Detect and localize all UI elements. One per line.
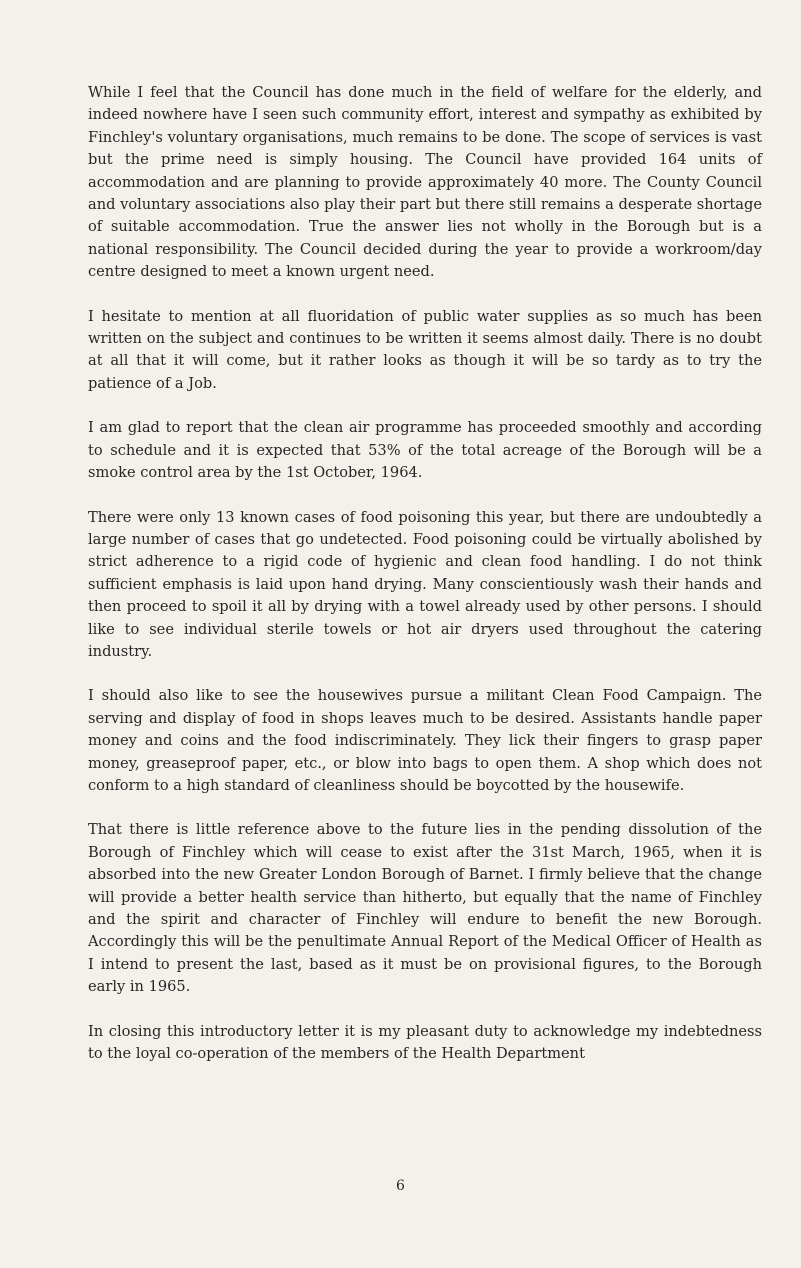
paragraph-clean-air: I am glad to report that the clean air programme has proceeded smoothly and according to schedule and it is expected that 53% of the total acreage of the Borough will be a smoke control area by the 1st October, 1964.	[88, 419, 762, 482]
paragraph-welfare-housing: While I feel that the Council has done much in the field of welfare for the elderly, and indeed nowhere have I seen such community effort, interest and sympathy as exhibited by Finchley's voluntary organisations, much remains to be done. The scope of services is vast but the prime need is simply housing. The Council have provided 164 units of accommodation and are planning to provide approximately 40 more. The County Council and voluntary associations also play their part but there still remains a desperate shortage of suitable accommodation. True the answer lies not wholly in the Borough but is a national responsibility. The Council decided during the year to provide a workroom/day centre designed to meet a known urgent need.	[88, 84, 762, 281]
paragraph-borough-dissolution: That there is little reference above to the future lies in the pending dissolution of the Borough of Finchley which will cease to exist after the 31st March, 1965, when it is absorbed into the new Greater London Borough of Barnet. I firmly believe that the change will provide a better health service than hitherto, but equally that the name of Finchley and the spirit and character of Finchley will endure to benefit the new Borough. Accordingly this will be the penultimate Annual Report of the Medical Officer of Health as I intend to present the last, based as it must be on provisional figures, to the Borough early in 1965.	[88, 821, 762, 996]
document-page	[88, 82, 762, 1065]
paragraph-food-poisoning: There were only 13 known cases of food poisoning this year, but there are undoubtedly a large number of cases that go undetected. Food poisoning could be virtually abolished by strict adherence to a rigid code of hygienic and clean food handling. I do not think sufficient emphasis is laid upon hand drying. Many conscientiously wash their hands and then proceed to spoil it all by drying with a towel already used by other persons. I should like to see individual sterile towels or hot air dryers used throughout the catering industry.	[88, 508, 762, 660]
paragraph-fluoridation: I hesitate to mention at all fluoridation of public water supplies as so much has been written on the subject and continues to be written it seems almost daily. There is no doubt at all that it will come, but it rather looks as though it will be so tardy as to try the patience of a Job.	[88, 307, 762, 392]
paragraph-clean-food-campaign: I should also like to see the housewives pursue a militant Clean Food Campaign. The serving and display of food in shops leaves much to be desired. Assistants handle paper money and coins and the food indiscriminately. They lick their fingers to grasp paper money, greaseproof paper, etc., or blow into bags to open them. A shop which does not conform to a high standard of cleanliness should be boycotted by the housewife.	[88, 687, 762, 794]
paragraph-closing: In closing this introductory letter it is my pleasant duty to acknowledge my indebtedness to the loyal co-operation of the members of the Health Department	[88, 1022, 762, 1063]
page-number: 6	[396, 1178, 405, 1194]
